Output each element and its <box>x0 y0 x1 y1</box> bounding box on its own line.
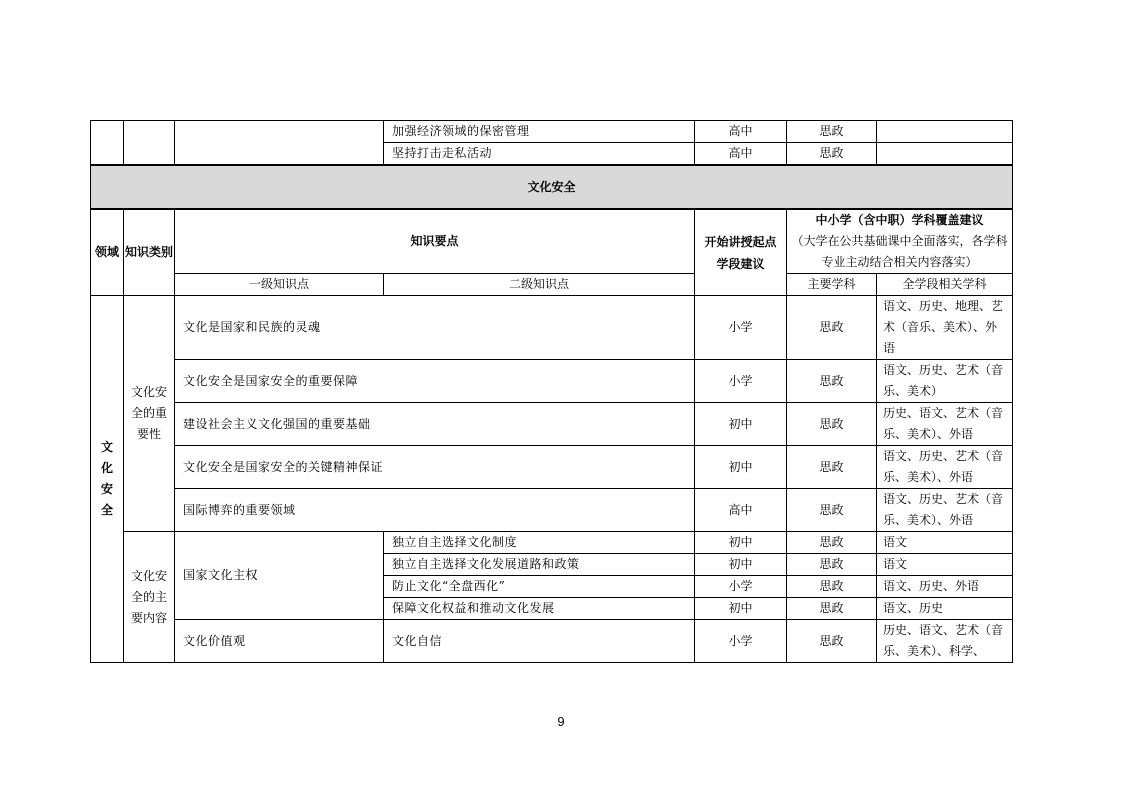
header-domain: 领域 <box>91 209 124 296</box>
header-level1: 一级知识点 <box>175 274 384 296</box>
stage-cell: 高中 <box>695 489 787 532</box>
coverage-note: （大学在公共基础课中全面落实，各学科专业主动结合相关内容落实） <box>791 234 1008 269</box>
level2-point: 加强经济领域的保密管理 <box>384 121 695 143</box>
category-cell: 文化安全的主要内容 <box>124 532 175 663</box>
empty-cell <box>175 121 384 166</box>
related-subject-cell: 语文、历史 <box>877 598 1013 620</box>
curriculum-table <box>90 120 1013 663</box>
main-subject-cell: 思政 <box>787 489 877 532</box>
level1-point: 国际博弈的重要领域 <box>175 489 695 532</box>
table-row <box>91 620 1013 663</box>
stage-cell: 初中 <box>695 532 787 554</box>
header-related-subject: 全学段相关学科 <box>877 274 1013 296</box>
table-row <box>91 446 1013 489</box>
level1-point: 文化安全是国家安全的关键精神保证 <box>175 446 695 489</box>
related-subject-cell: 语文、历史、艺术（音乐、美术） <box>877 360 1013 403</box>
section-row <box>91 165 1013 209</box>
main-subject-cell: 思政 <box>787 296 877 360</box>
stage-cell: 小学 <box>695 620 787 663</box>
main-subject-cell: 思政 <box>787 403 877 446</box>
main-subject-cell: 思政 <box>787 598 877 620</box>
level1-point: 国家文化主权 <box>175 532 384 620</box>
stage-cell: 小学 <box>695 296 787 360</box>
main-subject-cell: 思政 <box>787 360 877 403</box>
section-title: 文化安全 <box>91 165 1013 209</box>
level1-point: 文化安全是国家安全的重要保障 <box>175 360 695 403</box>
level2-point: 保障文化权益和推动文化发展 <box>384 598 695 620</box>
header-level2: 二级知识点 <box>384 274 695 296</box>
level2-point: 坚持打击走私活动 <box>384 143 695 166</box>
stage-cell: 高中 <box>695 143 787 166</box>
empty-cell <box>91 121 124 166</box>
stage-cell: 小学 <box>695 360 787 403</box>
header-row <box>91 274 1013 296</box>
related-subject-cell: 语文、历史、艺术（音乐、美术）、外语 <box>877 446 1013 489</box>
main-subject-cell: 思政 <box>787 121 877 143</box>
header-stage: 开始讲授起点学段建议 <box>695 209 787 296</box>
stage-cell: 高中 <box>695 121 787 143</box>
stage-cell: 初中 <box>695 554 787 576</box>
main-subject-cell: 思政 <box>787 576 877 598</box>
stage-cell: 初中 <box>695 446 787 489</box>
main-subject-cell: 思政 <box>787 446 877 489</box>
header-coverage <box>787 209 1013 274</box>
domain-cell: 文化安全 <box>91 296 124 663</box>
table-row <box>91 360 1013 403</box>
header-points: 知识要点 <box>175 209 695 274</box>
main-subject-cell: 思政 <box>787 620 877 663</box>
main-subject-cell: 思政 <box>787 554 877 576</box>
related-subject-cell: 语文 <box>877 532 1013 554</box>
related-subject-cell <box>877 121 1013 143</box>
level2-point: 独立自主选择文化发展道路和政策 <box>384 554 695 576</box>
related-subject-cell: 历史、语文、艺术（音乐、美术）、外语 <box>877 403 1013 446</box>
main-subject-cell: 思政 <box>787 532 877 554</box>
level2-point: 独立自主选择文化制度 <box>384 532 695 554</box>
related-subject-cell: 语文、历史、地理、艺术（音乐、美术）、外语 <box>877 296 1013 360</box>
table-row <box>91 403 1013 446</box>
table-row <box>91 296 1013 360</box>
stage-cell: 初中 <box>695 598 787 620</box>
category-cell: 文化安全的重要性 <box>124 296 175 532</box>
level2-point: 文化自信 <box>384 620 695 663</box>
header-main-subject: 主要学科 <box>787 274 877 296</box>
level1-point: 文化价值观 <box>175 620 384 663</box>
table-row <box>91 489 1013 532</box>
related-subject-cell: 语文、历史、艺术（音乐、美术）、外语 <box>877 489 1013 532</box>
empty-cell <box>124 121 175 166</box>
level1-point: 建设社会主义文化强国的重要基础 <box>175 403 695 446</box>
related-subject-cell: 语文、历史、外语 <box>877 576 1013 598</box>
related-subject-cell: 历史、语文、艺术（音乐、美术）、科学、 <box>877 620 1013 663</box>
related-subject-cell <box>877 143 1013 166</box>
level1-point: 文化是国家和民族的灵魂 <box>175 296 695 360</box>
level2-point: 防止文化“全盘西化” <box>384 576 695 598</box>
stage-cell: 初中 <box>695 403 787 446</box>
table-row <box>91 532 1013 554</box>
page-number: 9 <box>557 714 565 729</box>
stage-cell: 小学 <box>695 576 787 598</box>
coverage-title: 中小学（含中职）学科覆盖建议 <box>815 213 984 227</box>
header-category: 知识类别 <box>124 209 175 296</box>
table-row <box>91 121 1013 143</box>
header-row <box>91 209 1013 274</box>
main-subject-cell: 思政 <box>787 143 877 166</box>
related-subject-cell: 语文 <box>877 554 1013 576</box>
